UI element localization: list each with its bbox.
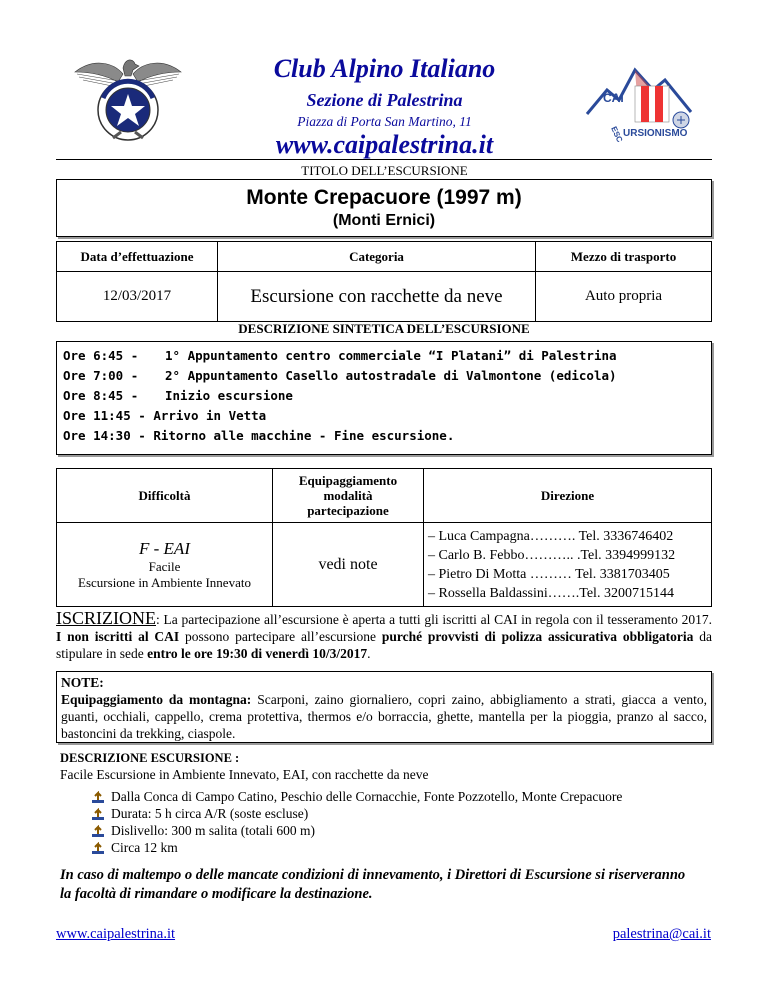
- leader-text: Rossella Baldassini…….Tel. 3200715144: [438, 585, 674, 601]
- value-transport: Auto propria: [536, 272, 712, 322]
- description-label: DESCRIZIONE SINTETICA DELL’ESCURSIONE: [238, 321, 530, 336]
- value-date: 12/03/2017: [57, 272, 218, 322]
- leader-item: – Luca Campagna………. Tel. 3336746402: [428, 528, 674, 544]
- excursion-title: Monte Crepacuore (1997 m): [246, 186, 522, 209]
- schedule-text: Ritorno alle macchine - Fine escursione.: [153, 428, 455, 443]
- iscrizione-text: da stipulare in sede: [56, 629, 712, 661]
- arrow-bullet-icon: [92, 825, 104, 837]
- desc-text: Facile Escursione in Ambiente Innevato, EAI, con racchette da neve: [60, 767, 429, 782]
- difficulty-desc: Escursione in Ambiente Innevato: [78, 574, 251, 590]
- cai-eagle-logo: [73, 48, 183, 148]
- desc-heading: DESCRIZIONE ESCURSIONE :: [60, 751, 240, 765]
- schedule-row: [63, 408, 266, 423]
- schedule-text: Arrivo in Vetta: [153, 408, 267, 423]
- schedule-row: [63, 368, 617, 383]
- arrow-bullet-icon: [92, 791, 104, 803]
- website-header: www.caipalestrina.it: [275, 130, 494, 159]
- schedule-row: [63, 428, 454, 443]
- club-name: Club Alpino Italiano: [273, 54, 496, 83]
- schedule-time: Ore 14:30 -: [63, 428, 146, 443]
- right-logo-esc: ESC: [609, 125, 625, 144]
- bullet-text: Circa 12 km: [111, 840, 178, 855]
- info-table: [56, 241, 712, 322]
- iscrizione-heading: ISCRIZIONE: [56, 608, 156, 628]
- header-equipment: Equipaggiamento modalità partecipazione: [273, 469, 424, 523]
- bullet-item: [111, 806, 308, 822]
- note-body: [61, 691, 707, 742]
- iscrizione-text: : La partecipazione all’escursione è aperta a tutti gli iscritti al CAI in regola con il tesseramento 2017.: [156, 612, 712, 627]
- address: Piazza di Porta San Martino, 11: [297, 114, 472, 129]
- title-label: TITOLO DELL’ESCURSIONE: [301, 163, 468, 178]
- iscrizione-bold: entro le ore 19:30 di venerdì 10/3/2017: [147, 646, 368, 661]
- difficulty-code: F - EAI: [139, 538, 190, 558]
- leader-item: – Rossella Baldassini…….Tel. 3200715144: [428, 585, 674, 601]
- schedule-box: [56, 341, 712, 455]
- leader-text: Carlo B. Febbo……….. .Tel. 3394999132: [438, 547, 676, 563]
- leader-text: Luca Campagna………. Tel. 3336746402: [438, 528, 674, 544]
- header-transport: Mezzo di trasporto: [536, 242, 712, 272]
- schedule-text: Inizio escursione: [165, 388, 293, 403]
- bullet-text: Durata: 5 h circa A/R (soste escluse): [111, 806, 309, 821]
- note-heading: NOTE:: [61, 675, 104, 690]
- footer-email-link[interactable]: palestrina@cai.it: [612, 926, 711, 942]
- bullet-item: [111, 823, 315, 839]
- value-category: Escursione con racchette da neve: [218, 272, 536, 322]
- leader-item: – Carlo B. Febbo……….. .Tel. 3394999132: [428, 547, 676, 563]
- excursion-title-box: [56, 179, 712, 237]
- difficulty-cell: [57, 523, 273, 607]
- note-bold: Equipaggiamento da montagna:: [61, 692, 252, 707]
- arrow-bullet-icon: [92, 808, 104, 820]
- leader-text: Pietro Di Motta ……… Tel. 3381703405: [438, 566, 670, 582]
- iscrizione-bold: I non iscritti al CAI: [56, 629, 180, 644]
- bullet-item: [111, 840, 178, 856]
- note-text: Scarponi, zaino giornaliero, copri zaino, abbigliamento a strati, giacca a vento, guanti, occhiali, cappello, crema protettiva, thermos e/o borraccia, ghette, mantella per la pioggia, pranzo al sacco, bastoncini da trekking, ciaspole.: [61, 692, 707, 741]
- header-difficulty: Difficoltà: [57, 469, 273, 523]
- schedule-time: Ore 6:45 -: [63, 348, 139, 363]
- leader-item: – Pietro Di Motta ……… Tel. 3381703405: [428, 566, 670, 582]
- iscrizione-text: possono partecipare all’escursione: [179, 629, 382, 644]
- right-logo-ursionismo: URSIONISMO: [623, 128, 688, 139]
- bullet-text: Dislivello: 300 m salita (totali 600 m): [111, 823, 315, 838]
- bullet-text: Dalla Conca di Campo Catino, Peschio delle Cornacchie, Fonte Pozzotello, Monte Crepacuore: [111, 789, 623, 804]
- header-direction: Direzione: [424, 469, 712, 523]
- schedule-time: Ore 8:45 -: [63, 388, 139, 403]
- escursionismo-logo: [583, 56, 695, 150]
- iscrizione-bold: purché provvisti di polizza assicurativa obbligatoria: [381, 629, 694, 644]
- excursion-subtitle: (Monti Ernici): [332, 212, 436, 229]
- schedule-row: [63, 348, 617, 363]
- note-box: [56, 671, 712, 743]
- schedule-time: Ore 11:45 -: [63, 408, 146, 423]
- schedule-text: 2° Appuntamento Casello autostradale di Valmontone (edicola): [165, 368, 617, 383]
- leaders-cell: [424, 523, 712, 607]
- arrow-bullet-icon: [92, 842, 104, 854]
- header-date: Data d’effettuazione: [57, 242, 218, 272]
- right-logo-cai: CAI: [603, 91, 624, 105]
- iscrizione-text: .: [367, 646, 371, 661]
- footer-website-link[interactable]: www.caipalestrina.it: [56, 926, 176, 942]
- schedule-row: [63, 388, 293, 403]
- schedule-time: Ore 7:00 -: [63, 368, 139, 383]
- bullet-item: [111, 789, 622, 805]
- iscrizione-paragraph: [56, 610, 712, 662]
- equipment-note: vedi note: [273, 523, 424, 607]
- section-name: Sezione di Palestrina: [306, 90, 463, 110]
- difficulty-level: Facile: [148, 558, 181, 574]
- details-table: [56, 468, 712, 607]
- weather-warning: In caso di maltempo o delle mancate condizioni di innevamento, i Direttori di Escursione si riserveranno la facoltà di rimandare o modificare la destinazione.: [60, 867, 686, 902]
- header-divider: [56, 159, 712, 160]
- header-category: Categoria: [218, 242, 536, 272]
- schedule-text: 1° Appuntamento centro commerciale “I Platani” di Palestrina: [165, 348, 617, 363]
